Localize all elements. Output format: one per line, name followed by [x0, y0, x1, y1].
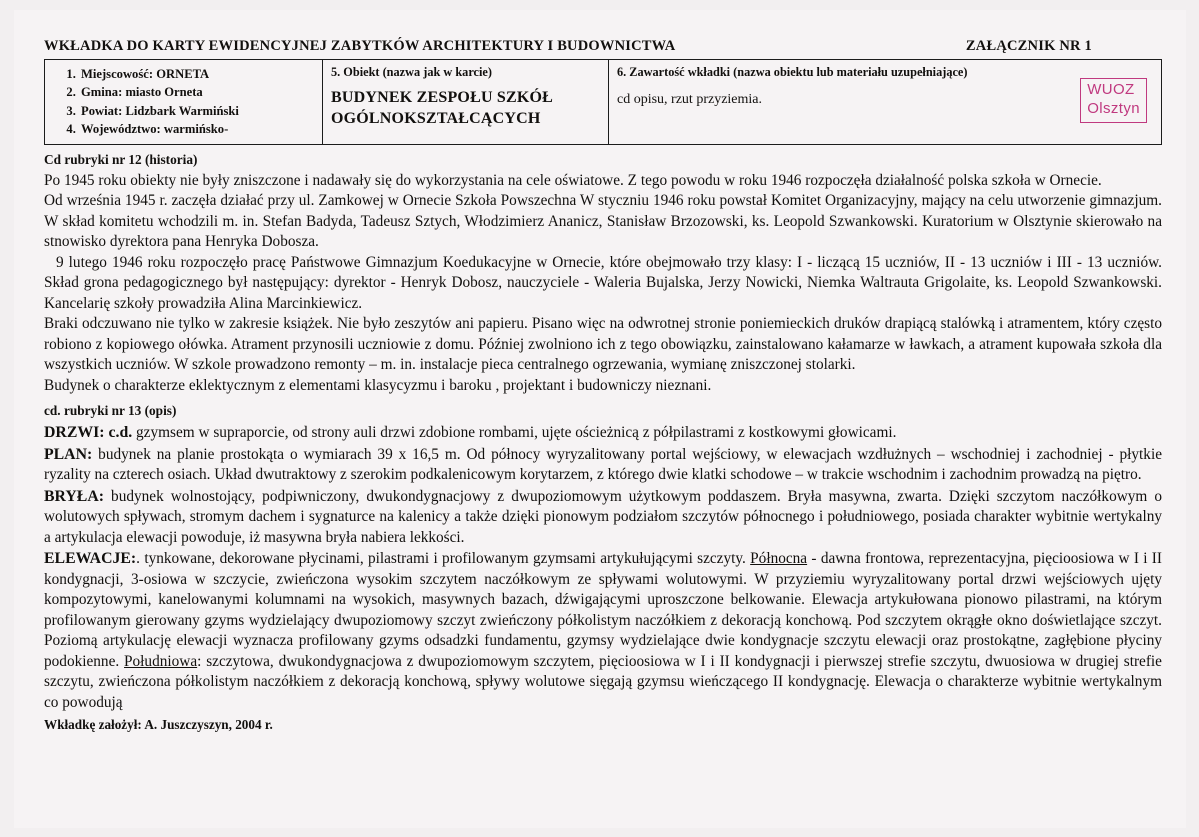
section-heading-history: Cd rubryki nr 12 (historia) [44, 152, 198, 167]
history-paragraph-5: Budynek o charakterze eklektycznym z elementami klasycyzmu i baroku , projektant i budowniczy nieznani. [44, 376, 712, 394]
object-name-line1: BUDYNEK ZESPOŁU SZKÓŁ [331, 89, 554, 106]
history-paragraph-3: 9 lutego 1946 roku rozpoczęło pracę Państwowe Gimnazjum Koedukacyjne w Ornecie, które obejmowało trzy klasy: I - liczącą 15 uczniów, II - 13 uczniów i III - 13 uczniów. Skład grona pedagogicznego był następujący: dyrektor - Henryk Dobosz, nauczyciele - Waleria Bujalska, Jerzy Nowicki, Niemka Waltrauta Grigolaite, ks. Leopold Szwankowski. Kancelarię szkoły prowadziła Alina Marcinkiewicz. [44, 253, 1162, 312]
entry-lead-mass: BRYŁA: [44, 487, 105, 505]
elevation-text-part2: - dawna frontowa, reprezentacyjna, pięcioosiowa w I i II kondygnacji, 3-osiowa w szczycie, zwieńczona wysokim szczytem naczółkowym ze spływami wolutowymi. W przyziemiu wyryzalitowany portal drzwi wejściowych ujęty kompozytowymi, kanelowanymi kolumnami na wysokich, masywnych bazach, dźwigającymi uproszczone belkowanie. Elewacja artykułowana pionowo pilastrami, na którym profilowanym gierowany gzyms wydzielający dwupoziomowy szczyt zwieńczony półkolistym naczółkiem z dekoracją konchową. Pod szczytem okrągłe okno doświetlające szczyt. Poziomą artykulację elewacji wyznacza profilowany gzyms odsadzki fundamentu, gzymsy wydzielające dwie kondygnacje szczytu elewacji oraz prostokątne, zagłębione płyciny podokienne. [44, 550, 1162, 670]
location-value-3: Lidzbark Warmiński [125, 103, 239, 118]
location-list [53, 65, 314, 138]
description-entry-doors [44, 422, 1162, 443]
location-label-4: Województwo: [81, 121, 161, 136]
elevation-north-label: Północna [750, 550, 808, 568]
history-paragraph-4: Braki odczuwano nie tylko w zakresie książek. Nie było zeszytów ani papieru. Pisano więc na odwrotnej stronie poniemieckich druków drapiącą stalówką i atramentem, który często robiono z kopiowego ołówka. Atrament przynosili uczniowie z domu. Później zwolniono ich z tego obowiązku, zainstalowano kałamarze w ławkach, a atrament kupowała szkoła dla wszystkich uczniów. W szkole prowadzono remonty – m. in. instalacje pieca centralnego ogrzewania, wymianę zniszczonej stolarki. [44, 315, 1162, 374]
list-item [79, 102, 314, 120]
object-name [331, 88, 600, 130]
description-entry-elevations [44, 548, 1162, 713]
entry-lead-elevations: ELEWACJE: [44, 550, 137, 568]
entry-text-doors: gzymsem w supraporcie, od strony auli drzwi zdobione rombami, ujęte ościeżnicą z półpilastrami z kostkowymi głowicami. [132, 424, 897, 442]
page-title: WKŁADKA DO KARTY EWIDENCYJNEJ ZABYTKÓW ARCHITEKTURY I BUDOWNICTWA [44, 38, 676, 54]
description-entry-plan [44, 444, 1162, 486]
stamp-line-1: WUOZ [1087, 81, 1135, 98]
annex-label: ZAŁĄCZNIK NR 1 [965, 38, 1092, 54]
entry-text-plan: budynek na planie prostokąta o wymiarach 39 x 16,5 m. Od północy wyryzalitowany portal wejściowy, w elewacjach wzdłużnych – wschodniej i zachodniej - płytkie ryzality na czterech osiach. Układ dwutraktowy z szerokim podkalenicowym korytarzem, z którego dwie klatki schodowe – w trakcie wschodnim i zachodnim prowadzą na piętro. [44, 445, 1162, 484]
entry-lead-plan: PLAN: [44, 445, 93, 463]
document-sheet [14, 10, 1186, 828]
list-item [79, 120, 314, 138]
info-table [44, 60, 1162, 145]
location-cell [45, 60, 323, 144]
object-name-line2: OGÓLNOKSZTAŁCĄCYCH [331, 109, 541, 127]
entry-text-mass: budynek wolnostojący, podpiwniczony, dwukondygnacjowy z dwupoziomowym użytkowym poddaszem. Bryła masywna, zwarta. Dzięki szczytom naczółkowym o wolutowych spływach, stromym dachem i sygnaturce na kalenicy a także dzięki pionowym podziałom szczytów północnego i południowego, posiada charakter wybitnie wertykalny a artykulacja elewacji powoduje, iż masywna bryła nabiera lekkości. [44, 487, 1162, 546]
object-cell [323, 60, 609, 144]
object-heading: 5. Obiekt (nazwa jak w karcie) [331, 65, 492, 79]
content-cell [609, 60, 1161, 144]
location-label-3: Powiat: [81, 103, 123, 118]
footer-author-note: Wkładkę założył: A. Juszczyszyn, 2004 r. [44, 717, 273, 733]
location-label-1: Miejscowość: [81, 67, 154, 81]
content-body: cd opisu, rzut przyziemia. [617, 92, 763, 107]
stamp-line-2: Olsztyn [1087, 99, 1140, 117]
location-value-1: ORNETA [156, 67, 210, 81]
document-header [44, 38, 1162, 59]
elevation-text-part3: : szczytowa, dwukondygnacjowa z dwupoziomowym szczytem, pięcioosiowa w I i II kondygnacji i pierwszej strefie szczytu, dwuosiowa w drugiej strefie szczytu, zwieńczona półkolistym naczółkiem z dekoracją konchową, spływy wolutowe sięgają gzymsu wieńczącego II kondygnację. Elewacja o charakterze wybitnie wertykalnym co powodują [44, 652, 1162, 711]
content-heading: 6. Zawartość wkładki (nazwa obiektu lub materiału uzupełniające) [617, 65, 968, 79]
location-value-2: miasto Orneta [125, 85, 203, 100]
list-item [79, 83, 314, 101]
description-entry-mass [44, 486, 1162, 548]
elevation-text-part1: . tynkowane, dekorowane płycinami, pilastrami i profilowanym gzymsami artykułującymi szczyty. [136, 550, 751, 568]
entry-lead-doors: DRZWI: c.d. [44, 424, 133, 442]
stamp-wuoz [1080, 78, 1147, 123]
location-label-2: Gmina: [81, 85, 123, 100]
location-value-4: warmińsko- [163, 121, 229, 136]
list-item [79, 65, 314, 83]
elevation-south-label: Południowa [124, 652, 198, 670]
document-content [44, 38, 1162, 733]
section-heading-description: cd. rubryki nr 13 (opis) [44, 403, 177, 419]
history-paragraph-2: Od września 1945 r. zaczęła działać przy ul. Zamkowej w Ornecie Szkoła Powszechna W styczniu 1946 roku powstał Komitet Organizacyjny, mający na celu utworzenie gimnazjum. W skład komitetu wchodzili m. in. Stefan Badyda, Tadeusz Sztych, Włodzimierz Ananicz, Stanisław Brzozowski, ks. Leopold Szwankowski. Kuratorium w Olsztynie skierowało na stnowisko dyrektora pana Henryka Dobosza. [44, 192, 1162, 251]
history-paragraph-1: Po 1945 roku obiekty nie były zniszczone i nadawały się do wykorzystania na cele oświatowe. Z tego powodu w roku 1946 rozpoczęła działalność polska szkoła w Ornecie. [44, 172, 1102, 189]
